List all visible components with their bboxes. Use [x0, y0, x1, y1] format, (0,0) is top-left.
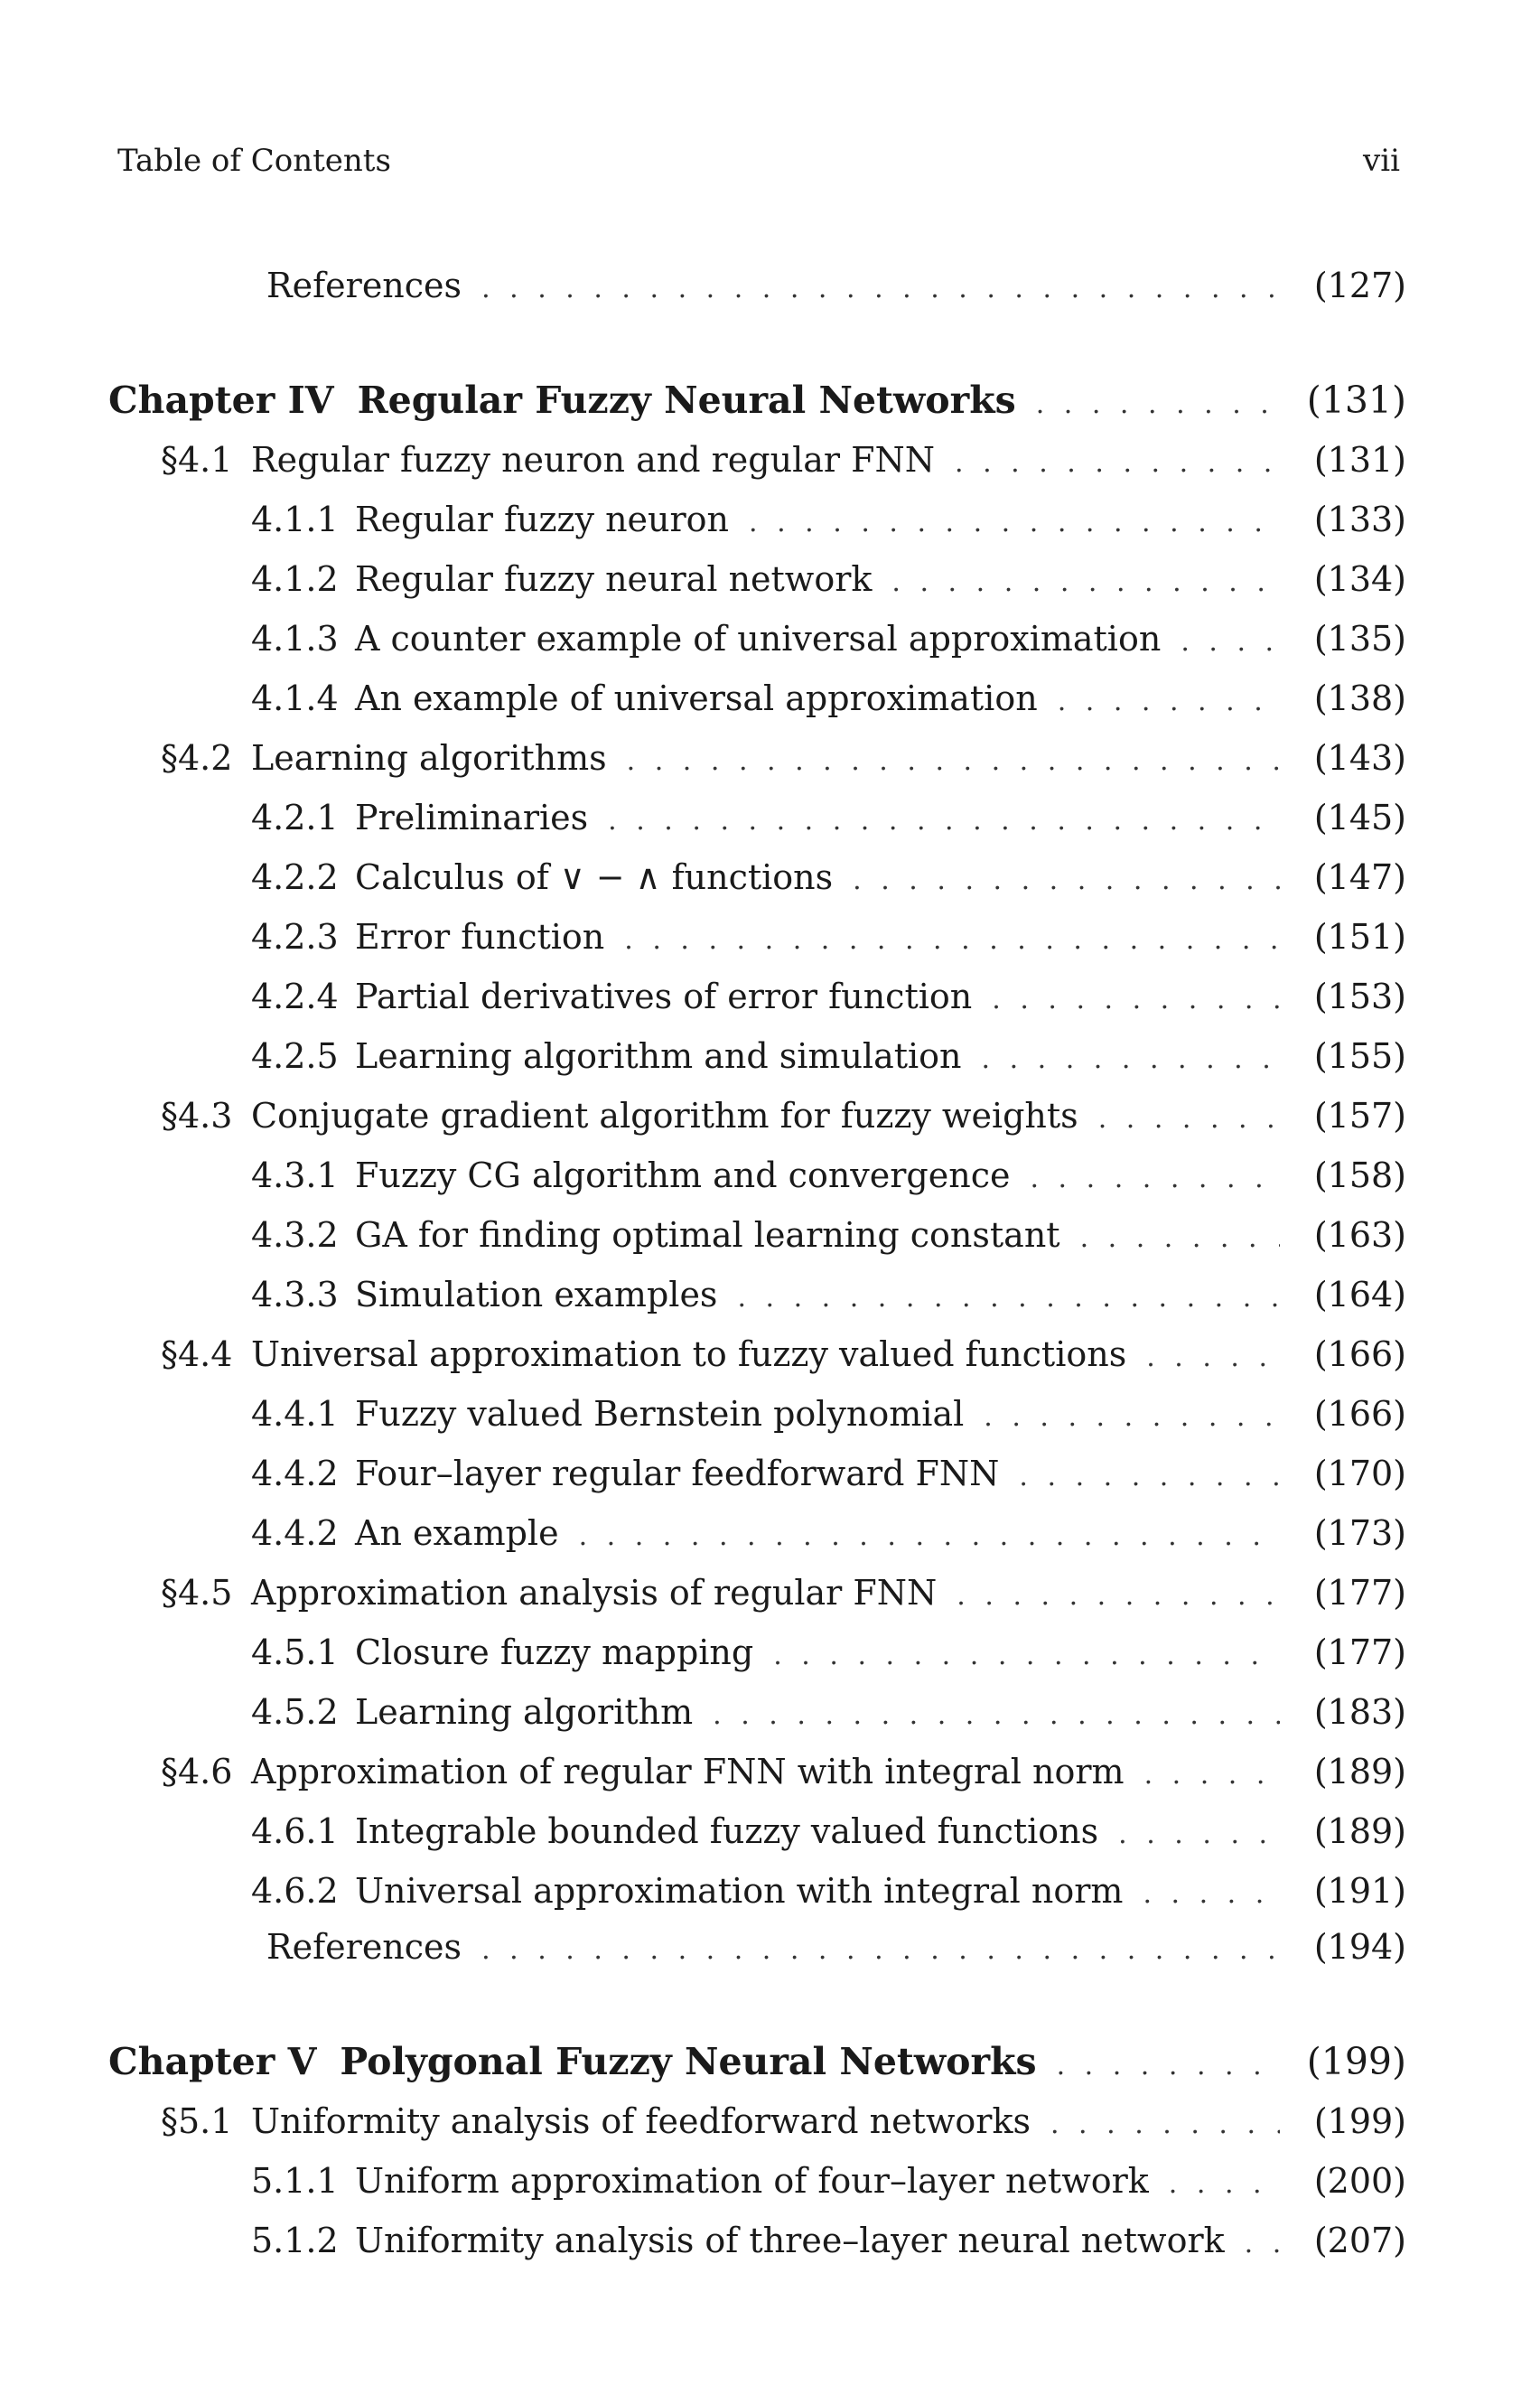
toc-entry-number: 5.1.1	[251, 2161, 339, 2201]
toc-chapter-4[interactable]	[108, 377, 1406, 424]
toc-entry-page: (199)	[1313, 2101, 1406, 2141]
toc-entry-references[interactable]	[266, 1923, 1406, 1970]
toc-entry-number: 4.4.1	[251, 1394, 339, 1434]
toc-entry-page: (200)	[1313, 2161, 1406, 2201]
dot-leader	[891, 559, 1280, 606]
toc-entry-number: 4.2.2	[251, 857, 339, 897]
dot-leader	[1118, 1811, 1280, 1858]
toc-entry-page: (131)	[1313, 440, 1406, 480]
dot-leader	[713, 1692, 1280, 1739]
toc-section-4-5[interactable]	[161, 1569, 1406, 1616]
dot-leader	[627, 738, 1280, 785]
toc-entry-page: (191)	[1313, 1871, 1406, 1911]
toc-entry-title: Fuzzy CG algorithm and convergence	[355, 1155, 1011, 1195]
dot-leader	[982, 1036, 1280, 1083]
toc-section-4-4[interactable]	[161, 1331, 1406, 1378]
toc-entry-page: (189)	[1313, 1811, 1406, 1851]
dot-leader	[1098, 1096, 1280, 1143]
toc-entry-title: Four–layer regular feedforward FNN	[355, 1454, 1000, 1493]
toc-entry-page: (157)	[1313, 1096, 1406, 1136]
toc-section-5-1[interactable]	[161, 2098, 1406, 2145]
dot-leader	[1181, 619, 1280, 666]
dot-leader	[1030, 1155, 1280, 1202]
toc-entry-number: 4.5.2	[251, 1692, 339, 1732]
toc-section-4-2[interactable]	[161, 734, 1406, 781]
toc-entry-title: Polygonal Fuzzy Neural Networks	[340, 2040, 1037, 2083]
toc-subsection-4-6-1[interactable]	[251, 1808, 1406, 1855]
toc-subsection-4-3-3[interactable]	[251, 1271, 1406, 1318]
toc-entry-number: 4.3.3	[251, 1275, 339, 1314]
toc-entry-title: Error function	[355, 917, 605, 957]
toc-chapter-5[interactable]	[108, 2038, 1406, 2085]
toc-entry-number: Chapter V	[108, 2040, 317, 2083]
toc-entry-page: (177)	[1313, 1632, 1406, 1672]
toc-entry-page: (151)	[1313, 917, 1406, 957]
toc-subsection-4-2-4[interactable]	[251, 973, 1406, 1020]
page-number: vii	[1363, 143, 1400, 179]
toc-entry-title: Uniformity analysis of feedforward networks	[251, 2101, 1031, 2141]
toc-entry-number: 4.3.2	[251, 1215, 339, 1255]
toc-entry-number: 4.2.4	[251, 977, 339, 1016]
toc-entry-page: (164)	[1313, 1275, 1406, 1314]
toc-entry-number: Chapter IV	[108, 379, 334, 422]
toc-entry-page: (199)	[1306, 2040, 1406, 2083]
toc-entry-page: (173)	[1313, 1513, 1406, 1553]
toc-entry-number: §4.1	[161, 440, 233, 480]
toc-entry-title: Uniform approximation of four–layer network	[355, 2161, 1149, 2201]
dot-leader	[737, 1275, 1280, 1322]
toc-subsection-4-2-3[interactable]	[251, 913, 1406, 960]
toc-subsection-4-5-1[interactable]	[251, 1629, 1406, 1676]
toc-subsection-4-3-1[interactable]	[251, 1152, 1406, 1199]
toc-entry-title: Learning algorithm and simulation	[355, 1036, 962, 1076]
toc-entry-number: 4.1.2	[251, 559, 339, 599]
dot-leader	[1080, 1215, 1280, 1262]
dot-leader	[853, 857, 1280, 904]
toc-entry-title: Regular fuzzy neuron	[355, 500, 730, 539]
toc-subsection-4-6-2[interactable]	[251, 1867, 1406, 1914]
dot-leader	[957, 1573, 1280, 1620]
toc-entry-title: Conjugate gradient algorithm for fuzzy weights	[251, 1096, 1078, 1136]
running-header	[117, 143, 1400, 179]
toc-entry-number: 4.6.1	[251, 1811, 339, 1851]
toc-entry-title: Closure fuzzy mapping	[355, 1632, 754, 1672]
toc-entry-page: (166)	[1313, 1394, 1406, 1434]
toc-entry-page: (131)	[1306, 379, 1406, 422]
dot-leader	[1146, 1334, 1280, 1381]
toc-subsection-4-1-1[interactable]	[251, 496, 1406, 543]
toc-subsection-4-5-2[interactable]	[251, 1688, 1406, 1735]
toc-section-4-1[interactable]	[161, 436, 1406, 483]
toc-entry-page: (147)	[1313, 857, 1406, 897]
toc-entry-page: (143)	[1313, 738, 1406, 778]
toc-entry-title: Universal approximation with integral norm	[355, 1871, 1124, 1911]
toc-entry-title: GA for finding optimal learning constant	[355, 1215, 1060, 1255]
toc-entry-page: (135)	[1313, 619, 1406, 659]
toc-section-4-6[interactable]	[161, 1748, 1406, 1795]
toc-entry-title: An example of universal approximation	[355, 678, 1038, 718]
toc-entry-references[interactable]	[266, 262, 1406, 309]
toc-entry-number: 4.1.1	[251, 500, 339, 539]
dot-leader	[1058, 678, 1280, 725]
dot-leader	[1245, 2221, 1280, 2268]
toc-entry-title: References	[266, 1927, 462, 1967]
dot-leader	[481, 1927, 1280, 1974]
toc-subsection-4-2-5[interactable]	[251, 1033, 1406, 1080]
toc-entry-title: Regular Fuzzy Neural Networks	[357, 379, 1016, 422]
toc-entry-page: (153)	[1313, 977, 1406, 1016]
toc-entry-page: (145)	[1313, 798, 1406, 837]
toc-entry-number: 4.2.5	[251, 1036, 339, 1076]
dot-leader	[579, 1513, 1280, 1560]
toc-entry-title: Universal approximation to fuzzy valued functions	[251, 1334, 1127, 1374]
toc-entry-page: (163)	[1313, 1215, 1406, 1255]
dot-leader	[1036, 381, 1280, 428]
dot-leader	[984, 1394, 1280, 1441]
dot-leader	[1057, 2043, 1280, 2090]
toc-entry-page: (166)	[1313, 1334, 1406, 1374]
toc-entry-title: A counter example of universal approximation	[355, 619, 1162, 659]
toc-entry-title: Calculus of ∨ − ∧ functions	[355, 857, 834, 897]
toc-subsection-4-4-2[interactable]	[251, 1450, 1406, 1497]
toc-entry-page: (158)	[1313, 1155, 1406, 1195]
toc-entry-title: Preliminaries	[355, 798, 589, 837]
toc-entry-number: 4.1.3	[251, 619, 339, 659]
dot-leader	[1144, 1752, 1280, 1799]
toc-entry-page: (194)	[1313, 1927, 1406, 1967]
toc-entry-number: §4.2	[161, 738, 233, 778]
toc-entry-number: 4.2.3	[251, 917, 339, 957]
toc-entry-number: §5.1	[161, 2101, 233, 2141]
toc-entry-page: (189)	[1313, 1752, 1406, 1791]
toc-subsection-4-2-2[interactable]	[251, 854, 1406, 901]
toc-subsection-4-4-2-example[interactable]	[251, 1510, 1406, 1557]
toc-entry-title: Regular fuzzy neuron and regular FNN	[251, 440, 936, 480]
toc-entry-number: 5.1.2	[251, 2221, 339, 2260]
toc-subsection-4-1-2[interactable]	[251, 556, 1406, 603]
toc-entry-page: (138)	[1313, 678, 1406, 718]
toc-entry-page: (127)	[1313, 266, 1406, 305]
toc-subsection-4-3-2[interactable]	[251, 1211, 1406, 1258]
toc-entry-number: 4.6.2	[251, 1871, 339, 1911]
toc-entry-title: Regular fuzzy neural network	[355, 559, 873, 599]
toc-entry-title: Partial derivatives of error function	[355, 977, 973, 1016]
toc-entry-title: Learning algorithms	[251, 738, 607, 778]
toc-subsection-4-2-1[interactable]	[251, 794, 1406, 841]
toc-entry-title: Simulation examples	[355, 1275, 718, 1314]
toc-subsection-5-1-2[interactable]	[251, 2217, 1406, 2264]
toc-entry-page: (207)	[1313, 2221, 1406, 2260]
toc-entry-title: Approximation analysis of regular FNN	[251, 1573, 938, 1613]
toc-entry-page: (170)	[1313, 1454, 1406, 1493]
toc-entry-number: 4.1.4	[251, 678, 339, 718]
dot-leader	[749, 500, 1280, 547]
toc-entry-number: §4.4	[161, 1334, 233, 1374]
toc-entry-title: Fuzzy valued Bernstein polynomial	[355, 1394, 965, 1434]
toc-entry-number: §4.3	[161, 1096, 233, 1136]
toc-subsection-4-4-1[interactable]	[251, 1390, 1406, 1437]
toc-entry-number: §4.6	[161, 1752, 233, 1791]
toc-entry-page: (183)	[1313, 1692, 1406, 1732]
dot-leader	[1169, 2161, 1280, 2208]
dot-leader	[955, 440, 1280, 487]
toc-entry-page: (134)	[1313, 559, 1406, 599]
toc-section-4-3[interactable]	[161, 1092, 1406, 1139]
toc-subsection-4-1-4[interactable]	[251, 675, 1406, 722]
toc-entry-title: Uniformity analysis of three–layer neural network	[355, 2221, 1225, 2260]
toc-entry-number: 4.2.1	[251, 798, 339, 837]
toc-entry-number: §4.5	[161, 1573, 233, 1613]
toc-entry-page: (133)	[1313, 500, 1406, 539]
toc-entry-number: 4.4.2	[251, 1454, 339, 1493]
toc-entry-title: Approximation of regular FNN with integral norm	[251, 1752, 1125, 1791]
toc-entry-number: 4.3.1	[251, 1155, 339, 1195]
toc-entry-page: (155)	[1313, 1036, 1406, 1076]
toc-entry-title: Learning algorithm	[355, 1692, 694, 1732]
dot-leader	[992, 977, 1280, 1024]
dot-leader	[1019, 1454, 1280, 1501]
toc-entry-number: 4.5.1	[251, 1632, 339, 1672]
dot-leader	[1050, 2101, 1280, 2148]
running-header-title: Table of Contents	[117, 143, 391, 179]
toc-entry-title: Integrable bounded fuzzy valued functions	[355, 1811, 1099, 1851]
dot-leader	[608, 798, 1280, 845]
toc-subsection-5-1-1[interactable]	[251, 2157, 1406, 2204]
toc-subsection-4-1-3[interactable]	[251, 615, 1406, 662]
toc-entry-number: 4.4.2	[251, 1513, 339, 1553]
toc-entry-title: An example	[355, 1513, 559, 1553]
toc-entry-title: References	[266, 266, 462, 305]
dot-leader	[1143, 1871, 1280, 1918]
dot-leader	[773, 1632, 1280, 1679]
dot-leader	[624, 917, 1280, 964]
toc-entry-page: (177)	[1313, 1573, 1406, 1613]
dot-leader	[481, 266, 1280, 313]
